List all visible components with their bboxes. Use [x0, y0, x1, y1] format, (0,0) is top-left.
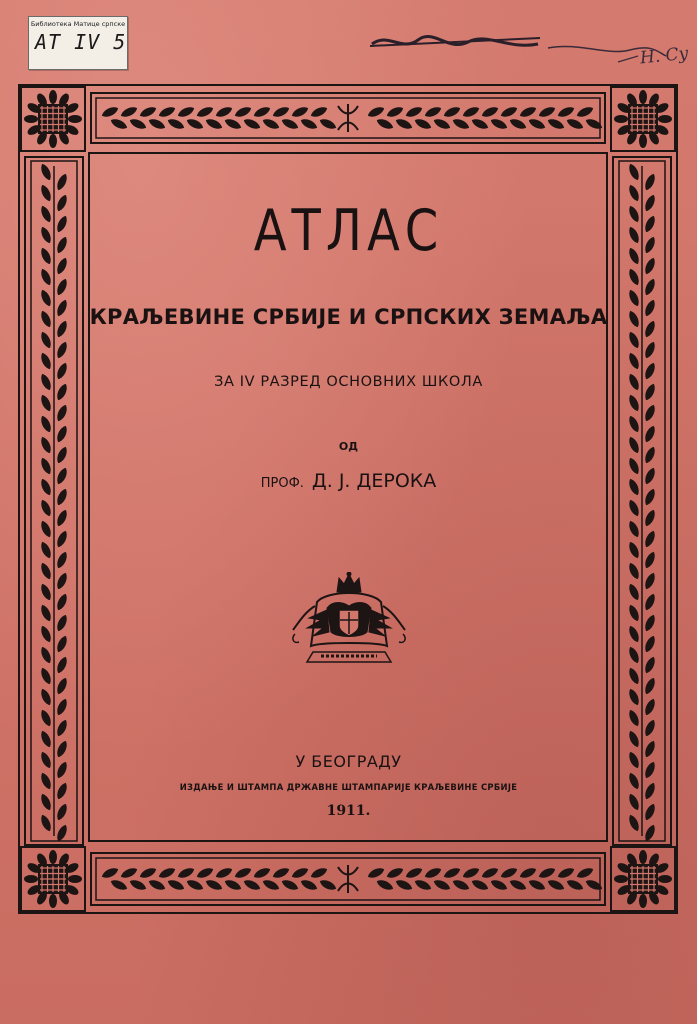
laurel-leaf — [204, 878, 223, 892]
laurel-leaf — [537, 866, 556, 880]
laurel-leaf — [508, 878, 527, 892]
laurel-leaf — [627, 603, 641, 622]
laurel-leaf — [556, 866, 575, 880]
laurel-leaf — [627, 540, 641, 559]
laurel-leaf — [138, 866, 157, 880]
laurel-leaf — [138, 105, 157, 119]
laurel-leaf — [147, 878, 166, 892]
laurel-leaf — [55, 172, 69, 191]
rosette-icon — [22, 88, 84, 150]
laurel-leaf — [627, 393, 641, 412]
laurel-leaf — [55, 592, 69, 611]
laurel-leaf — [627, 729, 641, 748]
laurel-leaf — [55, 403, 69, 422]
laurel-leaf — [318, 878, 337, 892]
laurel-leaf — [432, 117, 451, 131]
laurel-leaf — [55, 718, 69, 737]
laurel-leaf — [643, 823, 657, 842]
laurel-leaf — [55, 613, 69, 632]
laurel-leaf — [527, 878, 546, 892]
grade-line: ЗА IV РАЗРЕД ОСНОВНИХ ШКОЛА — [214, 374, 483, 390]
laurel-leaf — [643, 697, 657, 716]
laurel-leaf — [643, 676, 657, 695]
laurel-leaf — [195, 866, 214, 880]
laurel-leaf — [55, 508, 69, 527]
laurel-leaf — [55, 655, 69, 674]
laurel-leaf — [39, 708, 53, 727]
laurel-leaf — [627, 351, 641, 370]
laurel-leaf — [489, 117, 508, 131]
laurel-leaf — [480, 105, 499, 119]
laurel-leaf — [299, 117, 318, 131]
laurel-leaf — [546, 117, 565, 131]
library-label-header: Библиотека Матице српске — [30, 20, 126, 28]
laurel-leaf — [252, 105, 271, 119]
laurel-leaf — [451, 878, 470, 892]
laurel-leaf — [39, 162, 53, 181]
laurel-leaf — [128, 878, 147, 892]
laurel-leaf — [366, 105, 385, 119]
laurel-leaf — [627, 582, 641, 601]
laurel-leaf — [39, 603, 53, 622]
laurel-leaf — [185, 878, 204, 892]
laurel-leaf — [39, 540, 53, 559]
cover-subtitle: КРАЉЕВИНЕ СРБИЈЕ И СРПСКИХ ЗЕМАЉА — [89, 305, 608, 329]
rosette-icon — [612, 88, 674, 150]
laurel-leaf — [290, 105, 309, 119]
corner-rosette-bottom-right — [610, 846, 676, 912]
laurel-leaf — [442, 866, 461, 880]
laurel-leaf — [423, 866, 442, 880]
laurel-leaf — [55, 571, 69, 590]
laurel-leaf — [643, 571, 657, 590]
laurel-leaf — [627, 162, 641, 181]
laurel-leaf — [375, 117, 394, 131]
laurel-leaf — [627, 330, 641, 349]
laurel-leaf — [499, 866, 518, 880]
laurel-leaf — [575, 866, 594, 880]
laurel-leaf — [223, 878, 242, 892]
laurel-leaf — [290, 866, 309, 880]
laurel-leaf — [39, 561, 53, 580]
rosette-icon — [612, 848, 674, 910]
laurel-leaf — [537, 105, 556, 119]
laurel-leaf — [643, 550, 657, 569]
laurel-leaf — [423, 105, 442, 119]
laurel-leaf — [55, 340, 69, 359]
laurel-leaf — [565, 117, 584, 131]
laurel-leaf — [627, 267, 641, 286]
laurel-leaf — [643, 592, 657, 611]
laurel-leaf — [119, 866, 138, 880]
laurel-leaf — [252, 866, 271, 880]
author-prefix: ПРОФ. — [260, 476, 304, 491]
laurel-leaf — [643, 655, 657, 674]
laurel-leaf — [627, 666, 641, 685]
band-center-ornament — [338, 865, 358, 893]
laurel-leaf — [413, 117, 432, 131]
laurel-leaf — [271, 105, 290, 119]
by-word: ОД — [338, 440, 359, 453]
laurel-leaf — [39, 645, 53, 664]
laurel-leaf — [643, 403, 657, 422]
laurel-leaf — [643, 613, 657, 632]
publication-year: 1911. — [326, 803, 371, 819]
laurel-leaf — [166, 878, 185, 892]
laurel-leaf — [176, 866, 195, 880]
laurel-leaf — [394, 117, 413, 131]
laurel-leaf — [55, 550, 69, 569]
laurel-leaf — [627, 519, 641, 538]
laurel-leaf — [39, 330, 53, 349]
laurel-leaf — [204, 117, 223, 131]
laurel-leaf — [233, 105, 252, 119]
laurel-leaf — [643, 172, 657, 191]
laurel-leaf — [385, 105, 404, 119]
band-center-ornament — [338, 104, 358, 132]
laurel-leaf — [480, 866, 499, 880]
laurel-leaf — [643, 277, 657, 296]
laurel-leaf — [214, 105, 233, 119]
cover-title: АТЛАС — [253, 198, 444, 265]
author-name: Д. Ј. ДЕРОКА — [311, 470, 437, 492]
laurel-leaf — [627, 561, 641, 580]
laurel-leaf — [643, 634, 657, 653]
laurel-leaf — [176, 105, 195, 119]
corner-rosette-top-right — [610, 86, 676, 152]
laurel-leaf — [643, 718, 657, 737]
laurel-leaf — [499, 105, 518, 119]
laurel-leaf — [39, 687, 53, 706]
laurel-leaf — [394, 878, 413, 892]
laurel-leaf — [100, 105, 119, 119]
laurel-leaf — [518, 866, 537, 880]
laurel-leaf — [404, 866, 423, 880]
laurel-leaf — [309, 105, 328, 119]
laurel-leaf — [627, 645, 641, 664]
laurel-leaf — [318, 117, 337, 131]
laurel-leaf — [39, 351, 53, 370]
coat-of-arms-emblem — [287, 572, 411, 676]
laurel-leaf — [55, 823, 69, 842]
top-laurel-band — [90, 92, 606, 144]
laurel-leaf — [432, 878, 451, 892]
laurel-leaf — [627, 414, 641, 433]
author-line — [0, 470, 697, 492]
laurel-leaf — [461, 105, 480, 119]
laurel-leaf — [627, 708, 641, 727]
publication-place: У БЕОГРАДУ — [295, 752, 402, 771]
laurel-leaf — [451, 117, 470, 131]
laurel-leaf — [55, 634, 69, 653]
laurel-leaf — [271, 866, 290, 880]
laurel-leaf — [39, 267, 53, 286]
laurel-leaf — [39, 582, 53, 601]
laurel-leaf — [627, 498, 641, 517]
library-shelfmark: AT IV 5 — [35, 30, 127, 54]
laurel-leaf — [55, 676, 69, 695]
laurel-leaf — [242, 117, 261, 131]
laurel-leaf — [39, 393, 53, 412]
laurel-leaf — [299, 878, 318, 892]
laurel-leaf — [147, 117, 166, 131]
laurel-leaf — [584, 117, 603, 131]
library-label — [28, 16, 128, 70]
laurel-leaf — [55, 697, 69, 716]
laurel-leaf — [643, 529, 657, 548]
laurel-leaf — [627, 687, 641, 706]
laurel-leaf — [109, 117, 128, 131]
laurel-leaf — [128, 117, 147, 131]
bottom-laurel-band — [90, 852, 606, 906]
laurel-leaf — [643, 508, 657, 527]
laurel-leaf — [527, 117, 546, 131]
laurel-leaf — [546, 878, 565, 892]
laurel-leaf — [280, 878, 299, 892]
laurel-leaf — [100, 866, 119, 880]
laurel-leaf — [489, 878, 508, 892]
laurel-leaf — [185, 117, 204, 131]
laurel-leaf — [280, 117, 299, 131]
laurel-leaf — [575, 105, 594, 119]
laurel-leaf — [643, 340, 657, 359]
laurel-leaf — [39, 666, 53, 685]
laurel-leaf — [442, 105, 461, 119]
laurel-leaf — [470, 878, 489, 892]
laurel-leaf — [39, 498, 53, 517]
rosette-icon — [22, 848, 84, 910]
laurel-leaf — [55, 277, 69, 296]
laurel-leaf — [214, 866, 233, 880]
laurel-leaf — [166, 117, 185, 131]
publisher-line: ИЗДАЊЕ И ШТАМПА ДРЖАВНЕ ШТАМПАРИЈЕ КРАЉЕВИНЕ СРБИЈЕ — [179, 782, 518, 792]
laurel-leaf — [461, 866, 480, 880]
laurel-leaf — [119, 105, 138, 119]
laurel-leaf — [39, 519, 53, 538]
laurel-leaf — [39, 414, 53, 433]
corner-rosette-top-left — [20, 86, 86, 152]
handwritten-note: Н. Су — [639, 43, 690, 69]
laurel-leaf — [518, 105, 537, 119]
laurel-leaf — [39, 729, 53, 748]
laurel-leaf — [261, 878, 280, 892]
laurel-leaf — [195, 105, 214, 119]
laurel-leaf — [109, 878, 128, 892]
laurel-leaf — [39, 624, 53, 643]
crossed-out-inscription — [368, 22, 668, 82]
laurel-leaf — [55, 529, 69, 548]
laurel-leaf — [385, 866, 404, 880]
laurel-leaf — [309, 866, 328, 880]
laurel-leaf — [366, 866, 385, 880]
laurel-leaf — [157, 866, 176, 880]
laurel-leaf — [261, 117, 280, 131]
laurel-leaf — [413, 878, 432, 892]
corner-rosette-bottom-left — [20, 846, 86, 912]
laurel-leaf — [223, 117, 242, 131]
laurel-leaf — [565, 878, 584, 892]
laurel-leaf — [242, 878, 261, 892]
laurel-leaf — [556, 105, 575, 119]
laurel-leaf — [157, 105, 176, 119]
laurel-leaf — [627, 624, 641, 643]
laurel-leaf — [470, 117, 489, 131]
laurel-leaf — [404, 105, 423, 119]
laurel-leaf — [375, 878, 394, 892]
laurel-leaf — [584, 878, 603, 892]
laurel-leaf — [233, 866, 252, 880]
laurel-leaf — [508, 117, 527, 131]
